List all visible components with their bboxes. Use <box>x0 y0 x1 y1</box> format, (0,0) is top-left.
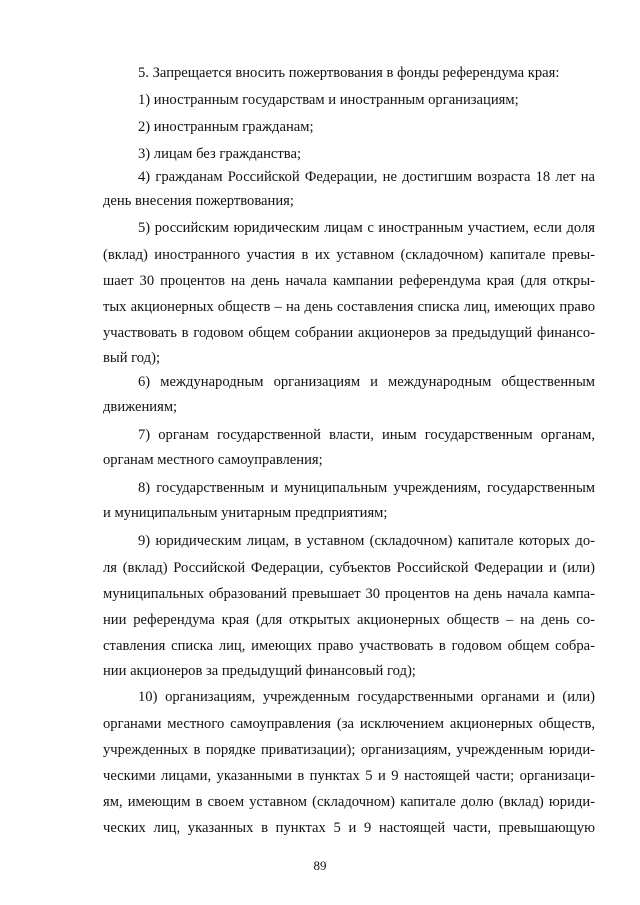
text-line: ческими лицами, указанными в пунктах 5 и 9 настоящей части; организаци- <box>103 768 595 784</box>
text-line: ям, имеющим в своем уставном (складочном) капитале долю (вклад) юриди- <box>103 794 595 810</box>
text-line: муниципальных образований превышает 30 процентов на день начала кампа- <box>103 586 595 602</box>
text-line: ческих лиц, указанных в пунктах 5 и 9 настоящей части, превышающую <box>103 820 595 836</box>
text-line: движениям; <box>103 399 178 415</box>
text-line: день внесения пожертвования; <box>103 193 294 209</box>
text-line: шает 30 процентов на день начала кампании референдума края (для откры- <box>103 273 595 289</box>
text-line: 10) организациям, учрежденным государственными органами и (или) <box>138 689 595 705</box>
text-line: 5. Запрещается вносить пожертвования в фонды референдума края: <box>138 65 560 81</box>
text-line: органам местного самоуправления; <box>103 452 323 468</box>
text-line: нии акционеров за предыдущий финансовый год); <box>103 663 416 679</box>
text-line: 6) международным организациям и международным общественным <box>138 374 595 390</box>
text-line: ля (вклад) Российской Федерации, субъектов Российской Федерации и (или) <box>103 560 595 576</box>
text-line: 9) юридическим лицам, в уставном (складочном) капитале которых до- <box>138 533 595 549</box>
text-line: ставления списка лиц, имеющих право участвовать в годовом общем собра- <box>103 638 595 654</box>
text-line: 3) лицам без гражданства; <box>138 146 302 162</box>
text-line: 1) иностранным государствам и иностранным организациям; <box>138 92 519 108</box>
text-line: 8) государственным и муниципальным учреждениям, государственным <box>138 480 595 496</box>
text-line: и муниципальным унитарным предприятиям; <box>103 505 388 521</box>
text-line: 4) гражданам Российской Федерации, не достигшим возраста 18 лет на <box>138 169 595 185</box>
text-line: учрежденных в порядке приватизации); организациям, учрежденным юриди- <box>103 742 595 758</box>
text-line: нии референдума края (для открытых акционерных обществ – на день со- <box>103 612 595 628</box>
text-line: 5) российским юридическим лицам с иностранным участием, если доля <box>138 220 595 236</box>
text-line: тых акционерных обществ – на день составления списка лиц, имеющих право <box>103 299 595 315</box>
text-line: 2) иностранным гражданам; <box>138 119 314 135</box>
text-line: вый год); <box>103 350 160 366</box>
text-line: 7) органам государственной власти, иным государственным органам, <box>138 427 595 443</box>
page-number: 89 <box>313 858 327 873</box>
text-line: органами местного самоуправления (за исключением акционерных обществ, <box>103 716 595 732</box>
text-line: участвовать в годовом общем собрании акционеров за предыдущий финансо- <box>103 325 595 341</box>
text-line: (вклад) иностранного участия в их уставном (складочном) капитале превы- <box>103 247 595 263</box>
